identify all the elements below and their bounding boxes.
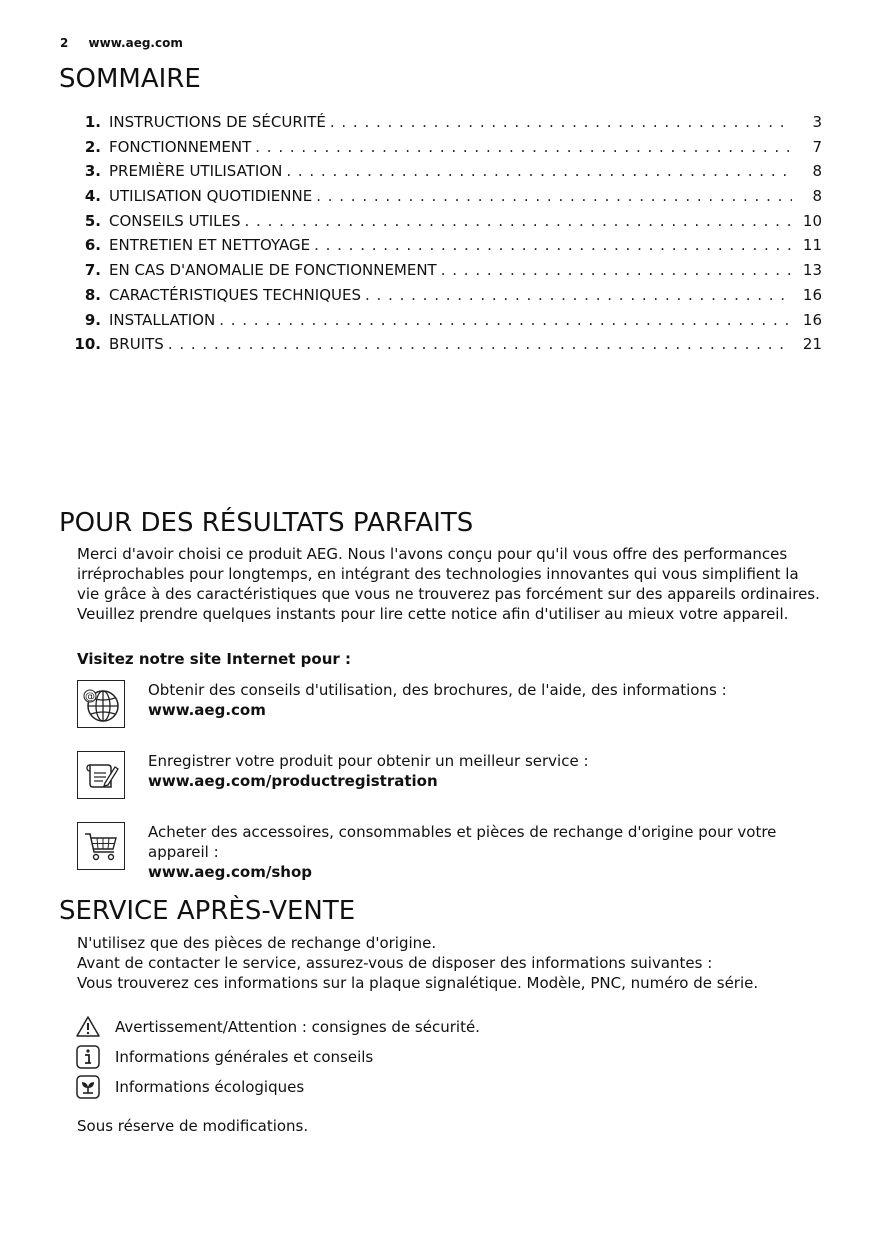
table-of-contents bbox=[70, 113, 822, 360]
toc-number: 2. bbox=[84, 137, 101, 156]
toc-title: INSTRUCTIONS DE SÉCURITÉ bbox=[109, 113, 326, 131]
toc-title: ENTRETIEN ET NETTOYAGE bbox=[109, 236, 311, 255]
toc-page: 8 bbox=[812, 187, 822, 206]
toc-page: 13 bbox=[802, 261, 822, 280]
service-description: Obtenir des conseils d'utilisation, des brochures, de l'aide, des informations : bbox=[148, 681, 727, 699]
sommaire-heading: SOMMAIRE bbox=[59, 64, 201, 94]
toc-number: 6. bbox=[84, 236, 101, 255]
legend-info bbox=[74, 1045, 373, 1069]
toc-page: 16 bbox=[802, 285, 822, 304]
page-number: 2 bbox=[60, 36, 69, 50]
toc-title: CARACTÉRISTIQUES TECHNIQUES bbox=[109, 285, 361, 304]
service-item-advice bbox=[77, 680, 817, 732]
toc-page: 10 bbox=[802, 211, 822, 230]
service-heading: SERVICE APRÈS-VENTE bbox=[59, 896, 356, 926]
toc-title: UTILISATION QUOTIDIENNE bbox=[109, 187, 313, 206]
shop-link[interactable]: www.aeg.com/shop bbox=[148, 863, 312, 881]
toc-entry[interactable] bbox=[70, 286, 822, 311]
toc-page: 7 bbox=[812, 137, 822, 156]
svg-text:@: @ bbox=[85, 691, 95, 703]
toc-title: CONSEILS UTILES bbox=[109, 211, 241, 230]
toc-leader bbox=[255, 138, 792, 156]
toc-number: 10. bbox=[74, 335, 101, 354]
shopping-cart-icon bbox=[77, 822, 125, 870]
visit-label: Visitez notre site Internet pour : bbox=[77, 650, 352, 668]
toc-entry[interactable] bbox=[70, 236, 822, 261]
toc-number: 3. bbox=[84, 162, 101, 181]
toc-leader bbox=[314, 236, 792, 254]
service-description: Acheter des accessoires, consommables et pièces de rechange d'origine pour votre appareil : bbox=[148, 823, 777, 861]
intro-paragraph: Merci d'avoir choisi ce produit AEG. Nous l'avons conçu pour qu'il vous offre des performances irréprochables pour longtemps, en intégrant des technologies innovantes qui vous simplifient la vie grâce à des caractéristiques que vous ne trouverez pas forcément sur des appareils ordinaires. Veuillez prendre quelques instants pour lire cette notice afin d'utiliser au mieux votre appareil. bbox=[77, 545, 820, 623]
toc-entry[interactable] bbox=[70, 311, 822, 336]
toc-page: 3 bbox=[812, 113, 822, 131]
toc-title: FONCTIONNEMENT bbox=[109, 137, 252, 156]
service-item-shop bbox=[77, 822, 817, 881]
toc-page: 16 bbox=[802, 310, 822, 329]
legend-text: Informations générales et conseils bbox=[115, 1048, 374, 1066]
eco-icon bbox=[74, 1075, 102, 1099]
toc-leader bbox=[168, 335, 792, 353]
toc-leader bbox=[316, 187, 792, 205]
legend-warning bbox=[74, 1015, 480, 1039]
toc-number: 4. bbox=[84, 187, 101, 206]
toc-title: PREMIÈRE UTILISATION bbox=[109, 162, 283, 181]
service-line: N'utilisez que des pièces de rechange d'origine. bbox=[77, 934, 437, 952]
legend-text: Informations écologiques bbox=[115, 1078, 305, 1096]
toc-entry[interactable] bbox=[70, 113, 822, 138]
header-site-link[interactable]: www.aeg.com bbox=[88, 36, 183, 50]
toc-title: BRUITS bbox=[109, 335, 164, 354]
page-header bbox=[60, 36, 183, 50]
service-paragraph bbox=[77, 933, 822, 993]
toc-entry[interactable] bbox=[70, 212, 822, 237]
toc-entry[interactable] bbox=[70, 261, 822, 286]
aeg-website-link[interactable]: www.aeg.com bbox=[148, 701, 266, 719]
globe-icon bbox=[77, 680, 125, 728]
toc-page: 11 bbox=[802, 236, 822, 255]
toc-entry[interactable] bbox=[70, 162, 822, 187]
service-line: Vous trouverez ces informations sur la plaque signalétique. Modèle, PNC, numéro de série. bbox=[77, 974, 759, 992]
warning-icon bbox=[74, 1015, 102, 1039]
toc-number: 9. bbox=[84, 310, 101, 329]
footer-note: Sous réserve de modifications. bbox=[77, 1117, 309, 1135]
toc-number: 7. bbox=[84, 261, 101, 280]
toc-leader bbox=[330, 113, 792, 131]
service-item-registration bbox=[77, 751, 817, 803]
toc-leader bbox=[219, 311, 792, 329]
resultats-heading: POUR DES RÉSULTATS PARFAITS bbox=[59, 508, 474, 538]
toc-leader bbox=[441, 261, 792, 279]
info-icon bbox=[74, 1045, 102, 1069]
toc-leader bbox=[286, 162, 792, 180]
registration-icon bbox=[77, 751, 125, 799]
service-description: Enregistrer votre produit pour obtenir un meilleur service : bbox=[148, 752, 589, 770]
toc-page: 21 bbox=[802, 335, 822, 354]
toc-entry[interactable] bbox=[70, 187, 822, 212]
toc-entry[interactable] bbox=[70, 335, 822, 360]
toc-number: 5. bbox=[84, 211, 101, 230]
legend-eco bbox=[74, 1075, 304, 1099]
toc-page: 8 bbox=[812, 162, 822, 181]
toc-leader bbox=[365, 286, 792, 304]
toc-entry[interactable] bbox=[70, 138, 822, 163]
product-registration-link[interactable]: www.aeg.com/productregistration bbox=[148, 772, 438, 790]
toc-leader bbox=[245, 212, 793, 230]
service-line: Avant de contacter le service, assurez-vous de disposer des informations suivantes : bbox=[77, 954, 713, 972]
toc-title: EN CAS D'ANOMALIE DE FONCTIONNEMENT bbox=[109, 261, 437, 280]
toc-number: 1. bbox=[84, 113, 101, 131]
legend-text: Avertissement/Attention : consignes de sécurité. bbox=[115, 1018, 480, 1036]
toc-number: 8. bbox=[84, 285, 101, 304]
toc-title: INSTALLATION bbox=[109, 310, 216, 329]
